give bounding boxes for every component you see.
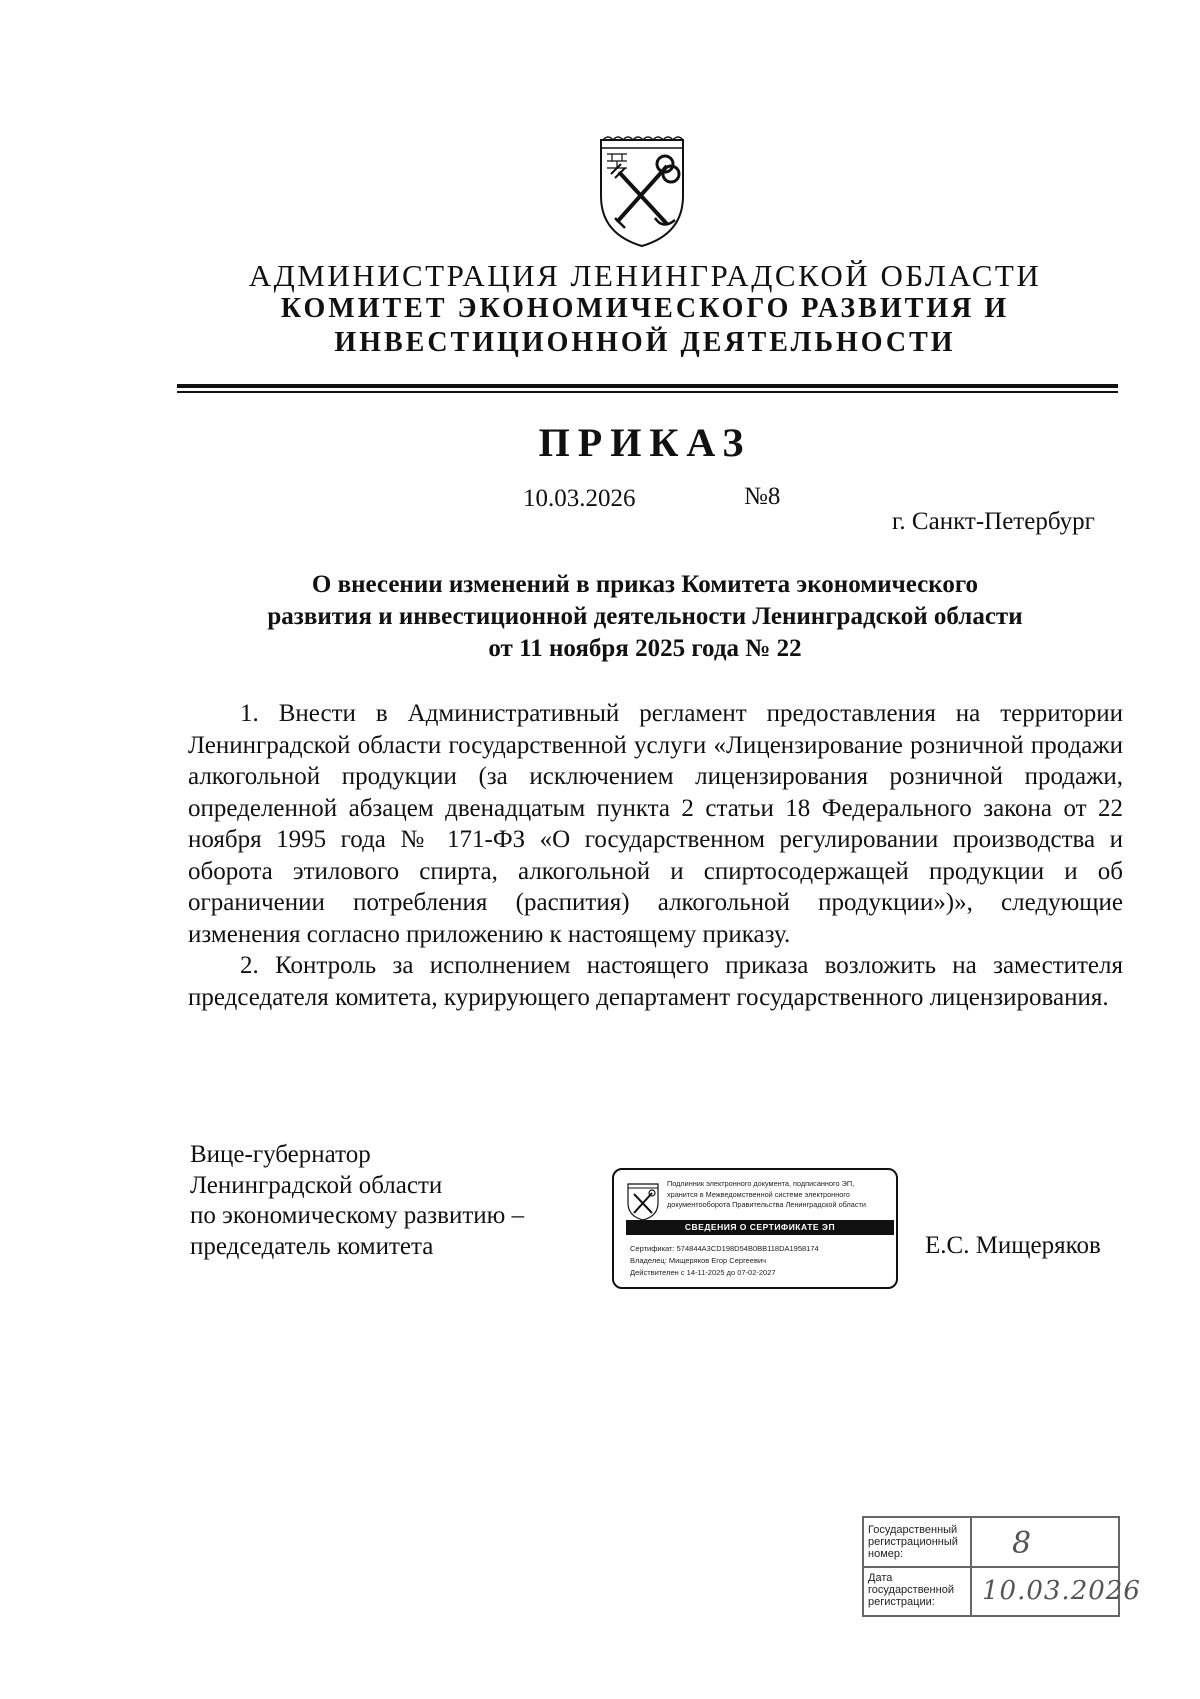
registration-number-label-line-1: Государственный: [868, 1524, 958, 1536]
stamp-certificate-id: Сертификат: 574844A3CD198D54B0BB118DA1958174: [630, 1244, 819, 1253]
stamp-certificate-details: [630, 1243, 819, 1279]
stamp-note-line-1: Подлинник электронного документа, подписанного ЭП,: [667, 1179, 855, 1188]
registration-date-label-line-3: регистрации:: [868, 1596, 935, 1608]
registration-date-value: 10.03.2026: [982, 1576, 1141, 1606]
registration-table: [862, 1516, 1141, 1617]
stamp-certificate-owner: Владелец: Мищеряков Егор Сергеевич: [630, 1256, 767, 1265]
electronic-signature-stamp: [612, 1168, 898, 1289]
signatory-title-line-4: председатель комитета: [190, 1232, 434, 1260]
order-number: №8: [744, 483, 781, 510]
subject-line-1: О внесении изменений в приказ Комитета экономического: [311, 571, 979, 598]
signatory-name: Е.С. Мищеряков: [925, 1232, 1101, 1259]
signatory-title: [190, 1140, 590, 1262]
registration-number-label-line-2: регистрационный: [868, 1536, 958, 1548]
signatory-title-line-3: по экономическому развитию –: [190, 1202, 525, 1229]
header-divider-thick: [177, 384, 1118, 388]
signatory-title-line-1: Вице-губернатор: [190, 1141, 371, 1168]
coat-of-arms-icon: [597, 134, 687, 249]
subject-line-2: развития и инвестиционной деятельности Ленинградской области: [267, 603, 1023, 630]
order-body: [188, 698, 1123, 1013]
org-name-committee: [150, 292, 1140, 360]
header-divider-thin: [177, 391, 1118, 393]
registration-date-label-line-2: государственной: [868, 1584, 954, 1596]
stamp-note: [667, 1179, 891, 1211]
stamp-coat-of-arms-icon: [626, 1181, 660, 1221]
body-paragraph-2: 2. Контроль за исполнением настоящего приказа возложить на заместителя председателя комитета, курирующего департамент государственного лицензирования.: [188, 952, 1123, 1011]
signatory-title-line-2: Ленинградской области: [190, 1171, 443, 1199]
order-city: г. Санкт-Петербург: [892, 508, 1095, 535]
org-name-line-3: ИНВЕСТИЦИОННОЙ ДЕЯТЕЛЬНОСТИ: [334, 327, 956, 358]
document-title: ПРИКАЗ: [538, 420, 752, 465]
registration-number-value: 8: [1012, 1526, 1032, 1561]
registration-date-label-line-1: Дата: [868, 1572, 893, 1584]
stamp-note-line-3: документооборота Правительства Ленинградской области: [667, 1200, 866, 1209]
subject-line-3: от 11 ноября 2025 года № 22: [488, 635, 802, 662]
registration-table-row-divider: [864, 1566, 1118, 1568]
stamp-certificate-validity: Действителен с 14-11-2025 до 07-02-2027: [630, 1268, 776, 1277]
registration-number-label: [868, 1524, 970, 1560]
org-name-line-1: АДМИНИСТРАЦИЯ ЛЕНИНГРАДСКОЙ ОБЛАСТИ: [248, 258, 1042, 293]
stamp-certificate-header: СВЕДЕНИЯ О СЕРТИФИКАТЕ ЭП: [626, 1220, 894, 1235]
order-date: 10.03.2026: [523, 485, 636, 512]
stamp-note-line-2: хранится в Межведомственной системе электронного: [667, 1189, 850, 1199]
body-paragraph-1: 1. Внести в Административный регламент предоставления на территории Ленинградской области государственной услуги «Лицензирование розничной продажи алкогольной продукции (за исключением лицензирования розничной продажи, определенной абзацем двенадцатым пункта 2 статьи 18 Федерального закона от 22 ноября 1995 года № 171-ФЗ «О государственном регулировании производства и оборота этилового спирта, алкогольной и спиртосодержащей продукции и об ограничении потребления (распития) алкогольной продукции»)», следующие изменения согласно приложению к настоящему приказу.: [188, 700, 1123, 948]
order-subject: [200, 569, 1090, 665]
org-name-line-2: КОМИТЕТ ЭКОНОМИЧЕСКОГО РАЗВИТИЯ И: [280, 293, 1010, 324]
registration-date-label: [868, 1572, 970, 1608]
registration-number-label-line-3: номер:: [868, 1548, 904, 1560]
